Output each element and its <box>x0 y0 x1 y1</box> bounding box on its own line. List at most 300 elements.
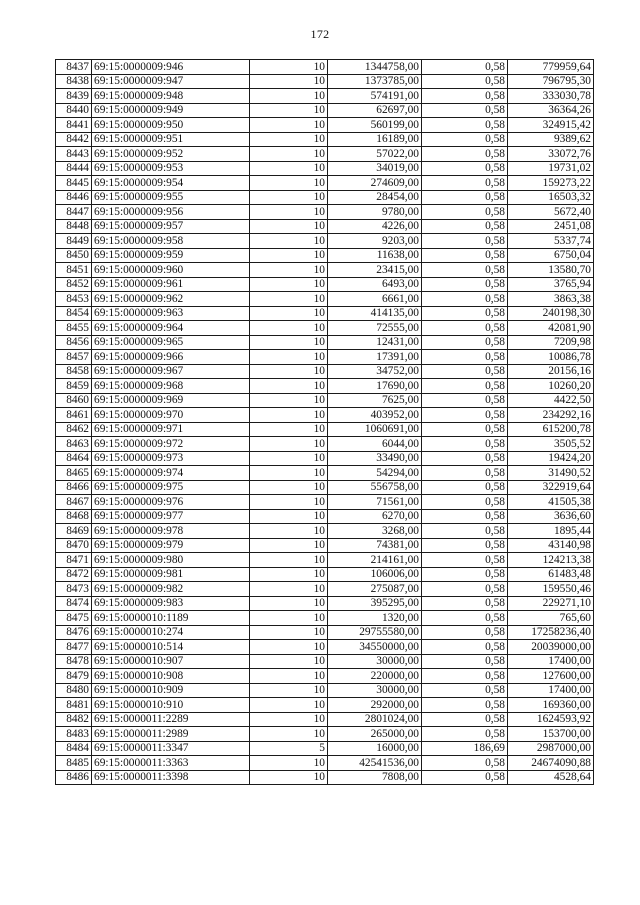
row-number-cell: 8454 <box>56 306 92 321</box>
cadastral-number-cell: 69:15:0000009:950 <box>92 118 250 133</box>
column-3-cell: 10 <box>250 234 328 249</box>
column-6-cell: 2451,08 <box>508 219 594 234</box>
column-3-cell: 10 <box>250 408 328 423</box>
table-row <box>56 350 594 365</box>
column-5-cell: 0,58 <box>422 277 508 292</box>
column-3-cell: 10 <box>250 770 328 785</box>
table-row <box>56 335 594 350</box>
row-number-cell: 8484 <box>56 741 92 756</box>
cadastral-number-cell: 69:15:0000009:983 <box>92 596 250 611</box>
table-row <box>56 596 594 611</box>
column-3-cell: 10 <box>250 190 328 205</box>
column-6-cell: 324915,42 <box>508 118 594 133</box>
column-6-cell: 24674090,88 <box>508 756 594 771</box>
column-5-cell: 0,58 <box>422 321 508 336</box>
cadastral-number-cell: 69:15:0000009:982 <box>92 582 250 597</box>
cadastral-number-cell: 69:15:0000009:978 <box>92 524 250 539</box>
column-4-cell: 74381,00 <box>328 538 422 553</box>
table-row <box>56 408 594 423</box>
table-row <box>56 567 594 582</box>
column-5-cell: 0,58 <box>422 89 508 104</box>
column-5-cell: 0,58 <box>422 306 508 321</box>
table-row <box>56 466 594 481</box>
column-3-cell: 10 <box>250 248 328 263</box>
column-5-cell: 0,58 <box>422 263 508 278</box>
column-5-cell: 0,58 <box>422 567 508 582</box>
column-4-cell: 17391,00 <box>328 350 422 365</box>
cadastral-number-cell: 69:15:0000010:514 <box>92 640 250 655</box>
column-3-cell: 10 <box>250 306 328 321</box>
column-5-cell: 0,58 <box>422 495 508 510</box>
column-5-cell: 0,58 <box>422 219 508 234</box>
table-row <box>56 582 594 597</box>
cadastral-number-cell: 69:15:0000010:908 <box>92 669 250 684</box>
table-row <box>56 103 594 118</box>
cadastral-number-cell: 69:15:0000009:980 <box>92 553 250 568</box>
column-5-cell: 0,58 <box>422 118 508 133</box>
table-row <box>56 669 594 684</box>
column-4-cell: 7808,00 <box>328 770 422 785</box>
column-6-cell: 17258236,40 <box>508 625 594 640</box>
row-number-cell: 8463 <box>56 437 92 452</box>
table-row <box>56 132 594 147</box>
column-5-cell: 0,58 <box>422 712 508 727</box>
column-4-cell: 265000,00 <box>328 727 422 742</box>
column-3-cell: 10 <box>250 422 328 437</box>
cadastral-number-cell: 69:15:0000009:954 <box>92 176 250 191</box>
column-3-cell: 10 <box>250 205 328 220</box>
column-5-cell: 0,58 <box>422 756 508 771</box>
cadastral-number-cell: 69:15:0000009:976 <box>92 495 250 510</box>
column-3-cell: 10 <box>250 683 328 698</box>
column-3-cell: 10 <box>250 524 328 539</box>
column-5-cell: 0,58 <box>422 553 508 568</box>
column-6-cell: 19731,02 <box>508 161 594 176</box>
column-4-cell: 1060691,00 <box>328 422 422 437</box>
table-row <box>56 509 594 524</box>
column-6-cell: 159273,22 <box>508 176 594 191</box>
column-5-cell: 0,58 <box>422 509 508 524</box>
column-4-cell: 9780,00 <box>328 205 422 220</box>
cadastral-number-cell: 69:15:0000009:955 <box>92 190 250 205</box>
column-3-cell: 10 <box>250 321 328 336</box>
column-4-cell: 30000,00 <box>328 654 422 669</box>
column-5-cell: 0,58 <box>422 770 508 785</box>
column-3-cell: 10 <box>250 466 328 481</box>
column-6-cell: 3636,60 <box>508 509 594 524</box>
column-5-cell: 0,58 <box>422 176 508 191</box>
row-number-cell: 8468 <box>56 509 92 524</box>
column-3-cell: 10 <box>250 335 328 350</box>
row-number-cell: 8472 <box>56 567 92 582</box>
row-number-cell: 8459 <box>56 379 92 394</box>
row-number-cell: 8473 <box>56 582 92 597</box>
column-3-cell: 10 <box>250 60 328 75</box>
cadastral-number-cell: 69:15:0000010:909 <box>92 683 250 698</box>
column-3-cell: 10 <box>250 118 328 133</box>
column-3-cell: 10 <box>250 89 328 104</box>
table-row <box>56 161 594 176</box>
column-6-cell: 234292,16 <box>508 408 594 423</box>
cadastral-number-cell: 69:15:0000011:3347 <box>92 741 250 756</box>
column-3-cell: 10 <box>250 364 328 379</box>
cadastral-number-cell: 69:15:0000009:971 <box>92 422 250 437</box>
column-3-cell: 10 <box>250 292 328 307</box>
column-5-cell: 0,58 <box>422 480 508 495</box>
column-4-cell: 556758,00 <box>328 480 422 495</box>
row-number-cell: 8439 <box>56 89 92 104</box>
table-row <box>56 89 594 104</box>
row-number-cell: 8443 <box>56 147 92 162</box>
column-3-cell: 10 <box>250 582 328 597</box>
row-number-cell: 8451 <box>56 263 92 278</box>
column-4-cell: 28454,00 <box>328 190 422 205</box>
column-3-cell: 10 <box>250 437 328 452</box>
table-row <box>56 263 594 278</box>
column-6-cell: 127600,00 <box>508 669 594 684</box>
column-3-cell: 10 <box>250 393 328 408</box>
column-5-cell: 0,58 <box>422 60 508 75</box>
column-5-cell: 0,58 <box>422 132 508 147</box>
table-row <box>56 553 594 568</box>
column-4-cell: 42541536,00 <box>328 756 422 771</box>
column-4-cell: 3268,00 <box>328 524 422 539</box>
column-4-cell: 72555,00 <box>328 321 422 336</box>
column-6-cell: 10086,78 <box>508 350 594 365</box>
table-row <box>56 524 594 539</box>
row-number-cell: 8485 <box>56 756 92 771</box>
cadastral-number-cell: 69:15:0000009:951 <box>92 132 250 147</box>
column-5-cell: 0,58 <box>422 248 508 263</box>
column-3-cell: 10 <box>250 712 328 727</box>
column-5-cell: 0,58 <box>422 451 508 466</box>
column-4-cell: 16189,00 <box>328 132 422 147</box>
row-number-cell: 8447 <box>56 205 92 220</box>
column-3-cell: 10 <box>250 219 328 234</box>
column-6-cell: 4422,50 <box>508 393 594 408</box>
row-number-cell: 8442 <box>56 132 92 147</box>
row-number-cell: 8448 <box>56 219 92 234</box>
column-3-cell: 10 <box>250 132 328 147</box>
table-row <box>56 364 594 379</box>
row-number-cell: 8460 <box>56 393 92 408</box>
row-number-cell: 8481 <box>56 698 92 713</box>
column-6-cell: 31490,52 <box>508 466 594 481</box>
column-5-cell: 0,58 <box>422 364 508 379</box>
row-number-cell: 8470 <box>56 538 92 553</box>
column-3-cell: 10 <box>250 103 328 118</box>
row-number-cell: 8469 <box>56 524 92 539</box>
column-4-cell: 560199,00 <box>328 118 422 133</box>
cadastral-number-cell: 69:15:0000009:975 <box>92 480 250 495</box>
row-number-cell: 8456 <box>56 335 92 350</box>
column-4-cell: 414135,00 <box>328 306 422 321</box>
column-3-cell: 10 <box>250 161 328 176</box>
cadastral-number-cell: 69:15:0000009:966 <box>92 350 250 365</box>
column-3-cell: 10 <box>250 263 328 278</box>
column-3-cell: 10 <box>250 669 328 684</box>
column-6-cell: 3765,94 <box>508 277 594 292</box>
column-6-cell: 1624593,92 <box>508 712 594 727</box>
column-6-cell: 333030,78 <box>508 89 594 104</box>
column-6-cell: 19424,20 <box>508 451 594 466</box>
column-4-cell: 16000,00 <box>328 741 422 756</box>
table-row <box>56 727 594 742</box>
column-6-cell: 61483,48 <box>508 567 594 582</box>
column-5-cell: 0,58 <box>422 611 508 626</box>
column-5-cell: 0,58 <box>422 393 508 408</box>
column-6-cell: 9389,62 <box>508 132 594 147</box>
column-5-cell: 0,58 <box>422 596 508 611</box>
column-6-cell: 10260,20 <box>508 379 594 394</box>
column-5-cell: 0,58 <box>422 466 508 481</box>
row-number-cell: 8450 <box>56 248 92 263</box>
column-5-cell: 0,58 <box>422 698 508 713</box>
column-4-cell: 17690,00 <box>328 379 422 394</box>
cadastral-number-cell: 69:15:0000009:970 <box>92 408 250 423</box>
column-6-cell: 796795,30 <box>508 74 594 89</box>
column-5-cell: 0,58 <box>422 654 508 669</box>
registry-table <box>55 59 594 785</box>
table-row <box>56 683 594 698</box>
column-6-cell: 36364,26 <box>508 103 594 118</box>
column-3-cell: 10 <box>250 147 328 162</box>
row-number-cell: 8461 <box>56 408 92 423</box>
table-row <box>56 480 594 495</box>
cadastral-number-cell: 69:15:0000011:3363 <box>92 756 250 771</box>
row-number-cell: 8438 <box>56 74 92 89</box>
column-6-cell: 169360,00 <box>508 698 594 713</box>
row-number-cell: 8474 <box>56 596 92 611</box>
column-6-cell: 13580,70 <box>508 263 594 278</box>
cadastral-number-cell: 69:15:0000009:961 <box>92 277 250 292</box>
column-3-cell: 10 <box>250 451 328 466</box>
column-6-cell: 2987000,00 <box>508 741 594 756</box>
column-4-cell: 54294,00 <box>328 466 422 481</box>
column-5-cell: 0,58 <box>422 422 508 437</box>
column-5-cell: 0,58 <box>422 190 508 205</box>
row-number-cell: 8478 <box>56 654 92 669</box>
column-6-cell: 20039000,00 <box>508 640 594 655</box>
page-number: 172 <box>310 27 330 41</box>
row-number-cell: 8471 <box>56 553 92 568</box>
row-number-cell: 8464 <box>56 451 92 466</box>
cadastral-number-cell: 69:15:0000009:963 <box>92 306 250 321</box>
column-6-cell: 4528,64 <box>508 770 594 785</box>
column-4-cell: 34550000,00 <box>328 640 422 655</box>
table-row <box>56 176 594 191</box>
column-4-cell: 6270,00 <box>328 509 422 524</box>
column-4-cell: 1320,00 <box>328 611 422 626</box>
column-3-cell: 10 <box>250 727 328 742</box>
table-row <box>56 219 594 234</box>
table-row <box>56 756 594 771</box>
cadastral-number-cell: 69:15:0000009:952 <box>92 147 250 162</box>
column-4-cell: 214161,00 <box>328 553 422 568</box>
cadastral-number-cell: 69:15:0000009:977 <box>92 509 250 524</box>
column-6-cell: 20156,16 <box>508 364 594 379</box>
table-row <box>56 422 594 437</box>
column-6-cell: 153700,00 <box>508 727 594 742</box>
cadastral-number-cell: 69:15:0000011:2289 <box>92 712 250 727</box>
column-5-cell: 0,58 <box>422 640 508 655</box>
column-4-cell: 574191,00 <box>328 89 422 104</box>
column-4-cell: 4226,00 <box>328 219 422 234</box>
cadastral-number-cell: 69:15:0000009:959 <box>92 248 250 263</box>
column-5-cell: 0,58 <box>422 161 508 176</box>
table-row <box>56 654 594 669</box>
row-number-cell: 8477 <box>56 640 92 655</box>
cadastral-number-cell: 69:15:0000009:979 <box>92 538 250 553</box>
column-4-cell: 9203,00 <box>328 234 422 249</box>
column-5-cell: 0,58 <box>422 147 508 162</box>
column-4-cell: 71561,00 <box>328 495 422 510</box>
row-number-cell: 8467 <box>56 495 92 510</box>
column-4-cell: 34019,00 <box>328 161 422 176</box>
cadastral-number-cell: 69:15:0000010:1189 <box>92 611 250 626</box>
row-number-cell: 8480 <box>56 683 92 698</box>
row-number-cell: 8462 <box>56 422 92 437</box>
table-row <box>56 190 594 205</box>
column-5-cell: 186,69 <box>422 741 508 756</box>
column-3-cell: 10 <box>250 350 328 365</box>
column-6-cell: 229271,10 <box>508 596 594 611</box>
row-number-cell: 8444 <box>56 161 92 176</box>
cadastral-number-cell: 69:15:0000009:964 <box>92 321 250 336</box>
column-3-cell: 10 <box>250 176 328 191</box>
table-row <box>56 611 594 626</box>
row-number-cell: 8475 <box>56 611 92 626</box>
column-3-cell: 10 <box>250 698 328 713</box>
column-3-cell: 10 <box>250 480 328 495</box>
column-6-cell: 42081,90 <box>508 321 594 336</box>
table-row <box>56 451 594 466</box>
row-number-cell: 8483 <box>56 727 92 742</box>
cadastral-number-cell: 69:15:0000011:2989 <box>92 727 250 742</box>
column-3-cell: 10 <box>250 277 328 292</box>
cadastral-number-cell: 69:15:0000009:969 <box>92 393 250 408</box>
table-row <box>56 625 594 640</box>
cadastral-number-cell: 69:15:0000009:965 <box>92 335 250 350</box>
cadastral-number-cell: 69:15:0000009:974 <box>92 466 250 481</box>
column-3-cell: 10 <box>250 538 328 553</box>
cadastral-number-cell: 69:15:0000009:948 <box>92 89 250 104</box>
column-6-cell: 5672,40 <box>508 205 594 220</box>
row-number-cell: 8457 <box>56 350 92 365</box>
column-6-cell: 6750,04 <box>508 248 594 263</box>
table-row <box>56 292 594 307</box>
column-6-cell: 7209,98 <box>508 335 594 350</box>
row-number-cell: 8486 <box>56 770 92 785</box>
column-6-cell: 5337,74 <box>508 234 594 249</box>
column-3-cell: 10 <box>250 509 328 524</box>
column-4-cell: 23415,00 <box>328 263 422 278</box>
table-row <box>56 74 594 89</box>
column-4-cell: 7625,00 <box>328 393 422 408</box>
column-5-cell: 0,58 <box>422 335 508 350</box>
column-3-cell: 5 <box>250 741 328 756</box>
cadastral-number-cell: 69:15:0000009:981 <box>92 567 250 582</box>
column-5-cell: 0,58 <box>422 234 508 249</box>
column-4-cell: 2801024,00 <box>328 712 422 727</box>
column-5-cell: 0,58 <box>422 292 508 307</box>
cadastral-number-cell: 69:15:0000011:3398 <box>92 770 250 785</box>
cadastral-number-cell: 69:15:0000009:973 <box>92 451 250 466</box>
row-number-cell: 8441 <box>56 118 92 133</box>
column-6-cell: 615200,78 <box>508 422 594 437</box>
column-3-cell: 10 <box>250 640 328 655</box>
cadastral-number-cell: 69:15:0000009:946 <box>92 60 250 75</box>
row-number-cell: 8446 <box>56 190 92 205</box>
column-3-cell: 10 <box>250 625 328 640</box>
column-4-cell: 1344758,00 <box>328 60 422 75</box>
column-5-cell: 0,58 <box>422 625 508 640</box>
column-5-cell: 0,58 <box>422 669 508 684</box>
row-number-cell: 8453 <box>56 292 92 307</box>
table-row <box>56 60 594 75</box>
column-6-cell: 41505,38 <box>508 495 594 510</box>
column-5-cell: 0,58 <box>422 74 508 89</box>
row-number-cell: 8479 <box>56 669 92 684</box>
column-4-cell: 12431,00 <box>328 335 422 350</box>
row-number-cell: 8476 <box>56 625 92 640</box>
cadastral-number-cell: 69:15:0000009:953 <box>92 161 250 176</box>
table-row <box>56 393 594 408</box>
row-number-cell: 8452 <box>56 277 92 292</box>
column-4-cell: 106006,00 <box>328 567 422 582</box>
column-6-cell: 124213,38 <box>508 553 594 568</box>
cadastral-number-cell: 69:15:0000010:910 <box>92 698 250 713</box>
column-5-cell: 0,58 <box>422 437 508 452</box>
column-4-cell: 292000,00 <box>328 698 422 713</box>
table-row <box>56 277 594 292</box>
column-5-cell: 0,58 <box>422 683 508 698</box>
cadastral-number-cell: 69:15:0000009:947 <box>92 74 250 89</box>
table-row <box>56 495 594 510</box>
cadastral-number-cell: 69:15:0000009:956 <box>92 205 250 220</box>
column-6-cell: 240198,30 <box>508 306 594 321</box>
column-5-cell: 0,58 <box>422 582 508 597</box>
column-4-cell: 6661,00 <box>328 292 422 307</box>
row-number-cell: 8445 <box>56 176 92 191</box>
cadastral-number-cell: 69:15:0000009:962 <box>92 292 250 307</box>
column-6-cell: 17400,00 <box>508 683 594 698</box>
column-4-cell: 33490,00 <box>328 451 422 466</box>
table-row <box>56 118 594 133</box>
column-4-cell: 11638,00 <box>328 248 422 263</box>
column-6-cell: 3863,38 <box>508 292 594 307</box>
column-4-cell: 274609,00 <box>328 176 422 191</box>
row-number-cell: 8482 <box>56 712 92 727</box>
column-6-cell: 765,60 <box>508 611 594 626</box>
column-5-cell: 0,58 <box>422 408 508 423</box>
column-6-cell: 3505,52 <box>508 437 594 452</box>
column-4-cell: 29755580,00 <box>328 625 422 640</box>
table-row <box>56 712 594 727</box>
table-row <box>56 205 594 220</box>
table-row <box>56 437 594 452</box>
column-4-cell: 275087,00 <box>328 582 422 597</box>
table-row <box>56 234 594 249</box>
cadastral-number-cell: 69:15:0000009:967 <box>92 364 250 379</box>
table-row <box>56 698 594 713</box>
cadastral-number-cell: 69:15:0000010:274 <box>92 625 250 640</box>
column-4-cell: 34752,00 <box>328 364 422 379</box>
column-4-cell: 30000,00 <box>328 683 422 698</box>
table-row <box>56 741 594 756</box>
table-row <box>56 379 594 394</box>
table-row <box>56 306 594 321</box>
